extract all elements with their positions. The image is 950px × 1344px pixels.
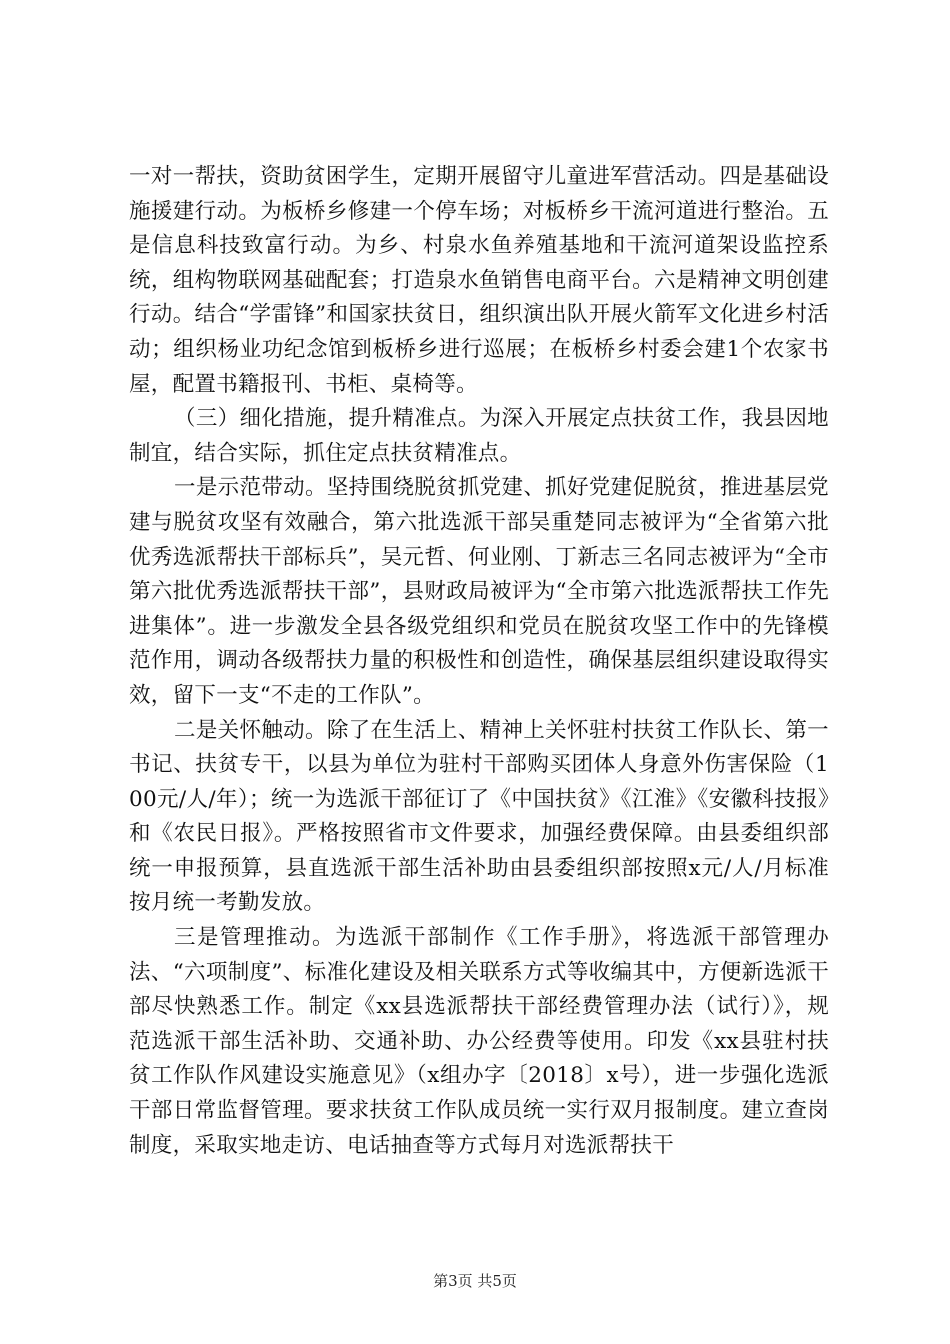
page-number-footer: 第3页 共5页 (433, 1272, 517, 1290)
document-body (129, 160, 829, 1163)
paragraph-demonstration: 一是示范带动。坚持围绕脱贫抓党建、抓好党建促脱贫，推进基层党建与脱贫攻坚有效融合，第六批选派干部吴重楚同志被评为“全省第六批优秀选派帮扶干部标兵”，吴元哲、何业刚、丁新志三名同志被评为“全市第六批优秀选派帮扶干部”，县财政局被评为“全市第六批选派帮扶工作先进集体”。进一步激发全县各级党组织和党员在脱贫攻坚工作中的先锋模范作用，调动各级帮扶力量的积极性和创造性，确保基层组织建设取得实效，留下一支“不走的工作队”。 (129, 475, 829, 708)
paragraph-care: 二是关怀触动。除了在生活上、精神上关怀驻村扶贫工作队长、第一书记、扶贫专干，以县为单位为驻村干部购买团体人身意外伤害保险（100元/人/年）；统一为选派干部征订了《中国扶贫》《江淮》《安徽科技报》和《农民日报》。严格按照省市文件要求，加强经费保障。由县委组织部统一申报预算，县直选派干部生活补助由县委组织部按照x元/人/月标准按月统一考勤发放。 (129, 717, 829, 916)
paragraph-section-three: （三）细化措施，提升精准点。为深入开展定点扶贫工作，我县因地制宜，结合实际，抓住定点扶贫精准点。 (129, 406, 829, 466)
paragraph-continuation: 一对一帮扶，资助贫困学生，定期开展留守儿童进军营活动。四是基础设施援建行动。为板桥乡修建一个停车场；对板桥乡干流河道进行整治。五是信息科技致富行动。为乡、村泉水鱼养殖基地和干流河道架设监控系统，组构物联网基础配套；打造泉水鱼销售电商平台。六是精神文明创建行动。结合“学雷锋”和国家扶贫日，组织演出队开展火箭军文化进乡村活动；组织杨业功纪念馆到板桥乡进行巡展；在板桥乡村委会建1个农家书屋，配置书籍报刊、书柜、桌椅等。 (129, 164, 829, 397)
paragraph-management: 三是管理推动。为选派干部制作《工作手册》，将选派干部管理办法、“六项制度”、标准化建设及相关联系方式等收编其中，方便新选派干部尽快熟悉工作。制定《xx县选派帮扶干部经费管理办法（试行）》，规范选派干部生活补助、交通补助、办公经费等使用。印发《xx县驻村扶贫工作队作风建设实施意见》（x组办字〔2018〕x号），进一步强化选派干部日常监督管理。要求扶贫工作队成员统一实行双月报制度。建立查岗制度，采取实地走访、电话抽查等方式每月对选派帮扶干 (129, 925, 829, 1158)
